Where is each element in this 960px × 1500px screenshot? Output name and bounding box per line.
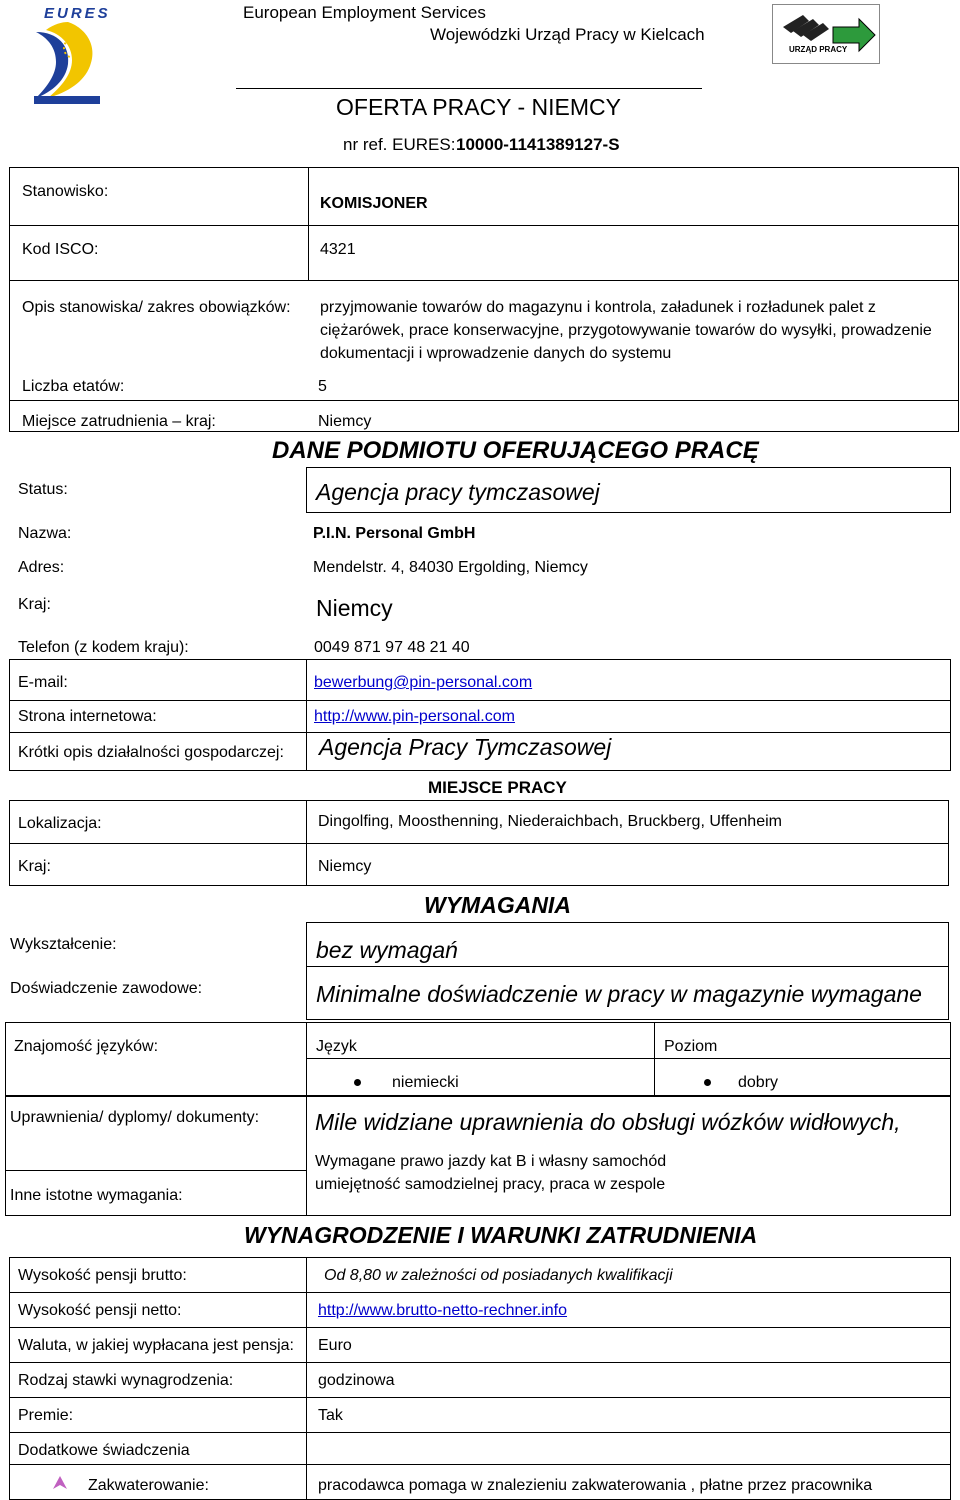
etaty-value: 5 bbox=[318, 378, 327, 395]
miejsce-label: Miejsce zatrudnienia – kraj: bbox=[22, 413, 216, 430]
row-divider bbox=[9, 225, 959, 226]
salary-heading: WYNAGRODZENIE I WARUNKI ZATRUDNIENIA bbox=[244, 1222, 758, 1248]
website-link[interactable]: http://www.pin-personal.com bbox=[314, 708, 515, 725]
dzialalnosc-value: Agencja Pracy Tymczasowej bbox=[319, 734, 612, 760]
kraj-value: Niemcy bbox=[316, 595, 393, 621]
poziom-value: dobry bbox=[738, 1074, 779, 1091]
nazwa-value: P.I.N. Personal GmbH bbox=[313, 525, 476, 542]
premie-value: Tak bbox=[318, 1407, 343, 1424]
org-line-1: European Employment Services bbox=[243, 3, 486, 22]
premie-label: Premie: bbox=[18, 1407, 74, 1424]
row-divider bbox=[9, 1464, 951, 1465]
zakwaterowanie-value: pracodawca pomaga w znalezieniu zakwaterowania , płatne przez pracownika bbox=[318, 1477, 873, 1494]
jezyk-value: niemiecki bbox=[392, 1074, 459, 1091]
employer-heading: DANE PODMIOTU OFERUJĄCEGO PRACĘ bbox=[272, 437, 759, 464]
isco-label: Kod ISCO: bbox=[22, 241, 99, 258]
doswiadczenie-label: Doświadczenie zawodowe: bbox=[10, 980, 203, 997]
inne-label: Inne istotne wymagania: bbox=[10, 1187, 183, 1204]
uprawnienia-value: Mile widziane uprawnienia do obsługi wózków widłowych, bbox=[315, 1109, 901, 1135]
miejsce-value: Niemcy bbox=[318, 413, 372, 430]
etaty-label: Liczba etatów: bbox=[22, 378, 125, 395]
col-divider bbox=[308, 167, 309, 280]
row-divider bbox=[306, 1058, 951, 1059]
col-divider bbox=[654, 1022, 655, 1096]
row-divider bbox=[5, 1170, 306, 1171]
wyksztalcenie-label: Wykształcenie: bbox=[10, 936, 117, 953]
eures-logo bbox=[28, 2, 111, 106]
telefon-label: Telefon (z kodem kraju): bbox=[18, 639, 189, 656]
stanowisko-label: Stanowisko: bbox=[22, 183, 109, 200]
uprawnienia-label: Uprawnienia/ dyplomy/ dokumenty: bbox=[10, 1109, 260, 1126]
bullet-icon bbox=[354, 1079, 361, 1086]
www-label: Strona internetowa: bbox=[18, 708, 157, 725]
opis-stanowiska-label: Opis stanowiska/ zakres obowiązków: bbox=[22, 299, 291, 316]
row-divider bbox=[9, 280, 959, 281]
rodzaj-label: Rodzaj stawki wynagrodzenia: bbox=[18, 1372, 234, 1389]
telefon-value: 0049 871 97 48 21 40 bbox=[314, 639, 470, 656]
urzad-logo-text: URZĄD PRACY bbox=[789, 45, 848, 54]
isco-value: 4321 bbox=[320, 241, 356, 258]
col-divider bbox=[306, 1022, 307, 1096]
urzad-pracy-logo bbox=[772, 4, 880, 64]
ref-value: 10000-1141389127-S bbox=[456, 135, 620, 154]
status-value: Agencja pracy tymczasowej bbox=[316, 479, 600, 505]
dzialalnosc-label: Krótki opis działalności gospodarczej: bbox=[18, 744, 284, 761]
eures-logo-text: EURES bbox=[44, 5, 111, 22]
status-label: Status: bbox=[18, 481, 68, 498]
org-line-2: Wojewódzki Urząd Pracy w Kielcach bbox=[430, 25, 705, 44]
netto-link[interactable]: http://www.brutto-netto-rechner.info bbox=[318, 1302, 568, 1319]
adres-label: Adres: bbox=[18, 559, 65, 576]
brutto-label: Wysokość pensji brutto: bbox=[18, 1267, 187, 1284]
col-divider bbox=[306, 659, 307, 771]
row-divider bbox=[9, 1397, 951, 1398]
rodzaj-value: godzinowa bbox=[318, 1372, 395, 1389]
row-divider bbox=[9, 1292, 951, 1293]
wyksztalcenie-value: bez wymagań bbox=[316, 937, 458, 963]
waluta-value: Euro bbox=[318, 1337, 352, 1354]
zakwaterowanie-label: Zakwaterowanie: bbox=[88, 1477, 209, 1494]
ref-label: nr ref. EURES: bbox=[343, 135, 456, 154]
jezyk-header: Język bbox=[316, 1038, 357, 1055]
languages-table bbox=[5, 1022, 951, 1096]
stanowisko-value: KOMISJONER bbox=[320, 195, 428, 212]
row-divider bbox=[9, 400, 959, 401]
arrow-bullet-icon bbox=[52, 1475, 68, 1496]
row-divider bbox=[306, 966, 949, 967]
page-title: OFERTA PRACY - NIEMCY bbox=[336, 94, 621, 120]
workplace-kraj-label: Kraj: bbox=[18, 858, 51, 875]
poziom-header: Poziom bbox=[664, 1038, 718, 1055]
email-label: E-mail: bbox=[18, 674, 68, 691]
doswiadczenie-value: Minimalne doświadczenie w pracy w magazynie wymagane bbox=[316, 981, 922, 1007]
header-rule bbox=[236, 88, 702, 89]
adres-value: Mendelstr. 4, 84030 Ergolding, Niemcy bbox=[313, 559, 588, 576]
lokalizacja-label: Lokalizacja: bbox=[18, 815, 102, 832]
brutto-value: Od 8,80 w zależności od posiadanych kwalifikacji bbox=[324, 1267, 673, 1284]
row-divider bbox=[9, 1327, 951, 1328]
opis-stanowiska-value: przyjmowanie towarów do magazynu i kontrola, załadunek i rozładunek palet z ciężarówek, prace konserwacyjne, przygotowywanie towarów do wysyłki, prowadzenie dokumentacji i wprowadzenie danych do systemu bbox=[320, 299, 932, 362]
workplace-kraj-value: Niemcy bbox=[318, 858, 372, 875]
row-divider bbox=[9, 1362, 951, 1363]
col-divider bbox=[306, 1096, 307, 1216]
inne-line-1: Wymagane prawo jazdy kat B i własny samochód bbox=[315, 1153, 667, 1170]
inne-line-2: umiejętność samodzielnej pracy, praca w zespole bbox=[315, 1176, 666, 1193]
jezyki-label: Znajomość języków: bbox=[14, 1038, 159, 1055]
kraj-label: Kraj: bbox=[18, 596, 51, 613]
lokalizacja-value: Dingolfing, Moosthenning, Niederaichbach, Bruckberg, Uffenheim bbox=[318, 813, 782, 830]
row-divider bbox=[9, 1432, 951, 1433]
netto-label: Wysokość pensji netto: bbox=[18, 1302, 182, 1319]
email-link[interactable]: bewerbung@pin-personal.com bbox=[314, 674, 533, 691]
bullet-icon bbox=[704, 1079, 711, 1086]
waluta-label: Waluta, w jakiej wypłacana jest pensja: bbox=[18, 1337, 294, 1354]
row-divider bbox=[9, 843, 949, 844]
row-divider bbox=[9, 700, 951, 701]
nazwa-label: Nazwa: bbox=[18, 525, 72, 542]
workplace-heading: MIEJSCE PRACY bbox=[428, 778, 567, 797]
dodatkowe-label: Dodatkowe świadczenia bbox=[18, 1442, 190, 1459]
requirements-heading: WYMAGANIA bbox=[424, 892, 571, 918]
